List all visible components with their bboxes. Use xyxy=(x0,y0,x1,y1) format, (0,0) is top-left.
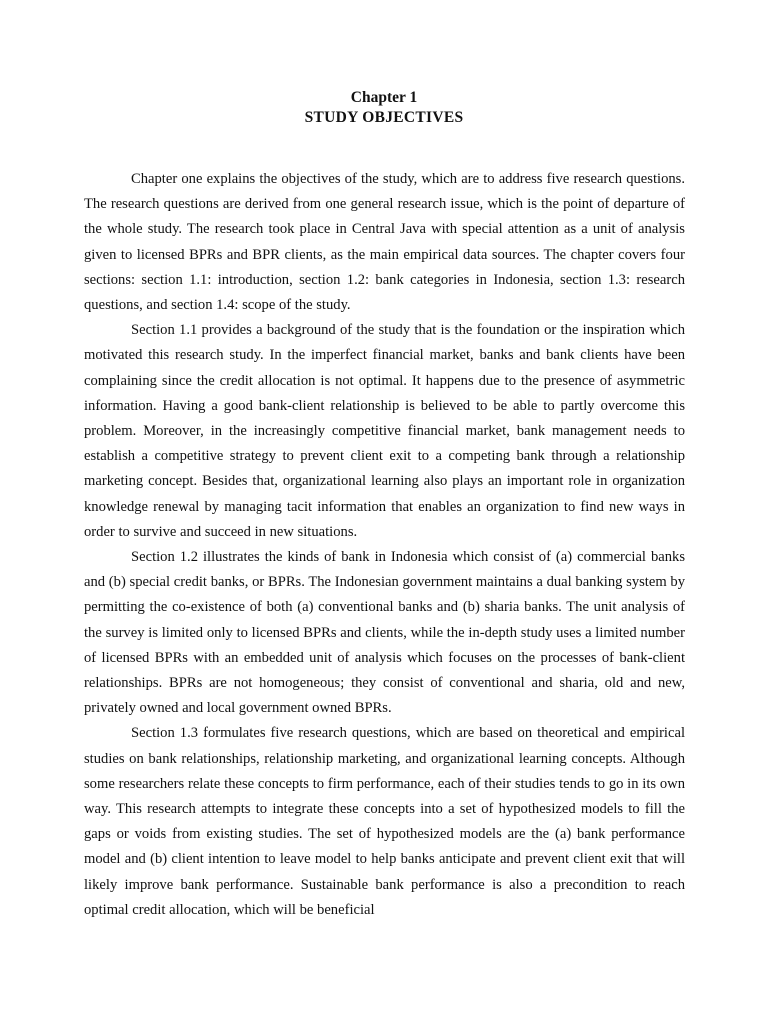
chapter-number: Chapter 1 xyxy=(350,89,418,106)
paragraph-section-1-1: Section 1.1 provides a background of the study that is the foundation or the inspiration which motivated this research study. In the imperfect financial market, banks and bank clients have been complaining since the credit allocation is not optimal. It happens due to the presence of asymmetric information. Having a good bank-client relationship is believed to be able to partly overcome this problem. Moreover, in the increasingly competitive financial market, bank management needs to establish a competitive strategy to prevent client exit to a competing bank through a relationship marketing concept. Besides that, organizational learning also plays an important role in organization knowledge renewal by managing tacit information that enables an organization to find new ways in order to survive and succeed in new situations. xyxy=(84,322,685,540)
paragraph-section-1-2: Section 1.2 illustrates the kinds of bank in Indonesia which consist of (a) commercial banks and (b) special credit banks, or BPRs. The Indonesian government maintains a dual banking system by permitting the co-existence of both (a) conventional banks and (b) sharia banks. The unit analysis of the survey is limited only to licensed BPRs and clients, while the in-depth study uses a limited number of licensed BPRs with an embedded unit of analysis which focuses on the processes of bank-client relationships. BPRs are not homogeneous; they consist of conventional and sharia, old and new, privately owned and local government owned BPRs. xyxy=(84,549,685,717)
paragraph-overview: Chapter one explains the objectives of the study, which are to address five research questions. The research questions are derived from one general research issue, which is the point of departure of the whole study. The research took place in Central Java with special attention as a unit of analysis given to licensed BPRs and BPR clients, as the main empirical data sources. The chapter covers four sections: section 1.1: introduction, section 1.2: bank categories in Indonesia, section 1.3: research questions, and section 1.4: scope of the study. xyxy=(84,171,685,314)
paragraph-section-1-3: Section 1.3 formulates five research questions, which are based on theoretical and empirical studies on bank relationships, relationship marketing, and organizational learning concepts. Although some researchers relate these concepts to firm performance, each of their studies tends to go in its own way. This research attempts to integrate these concepts into a set of hypothesized models to fill the gaps or voids from existing studies. The set of hypothesized models are the (a) bank performance model and (b) client intention to leave model to help banks anticipate and prevent client exit that will likely improve bank performance. Sustainable bank performance is also a precondition to reach optimal credit allocation, which will be beneficial xyxy=(84,725,685,918)
body-text xyxy=(84,167,685,923)
chapter-title: STUDY OBJECTIVES xyxy=(304,109,464,126)
